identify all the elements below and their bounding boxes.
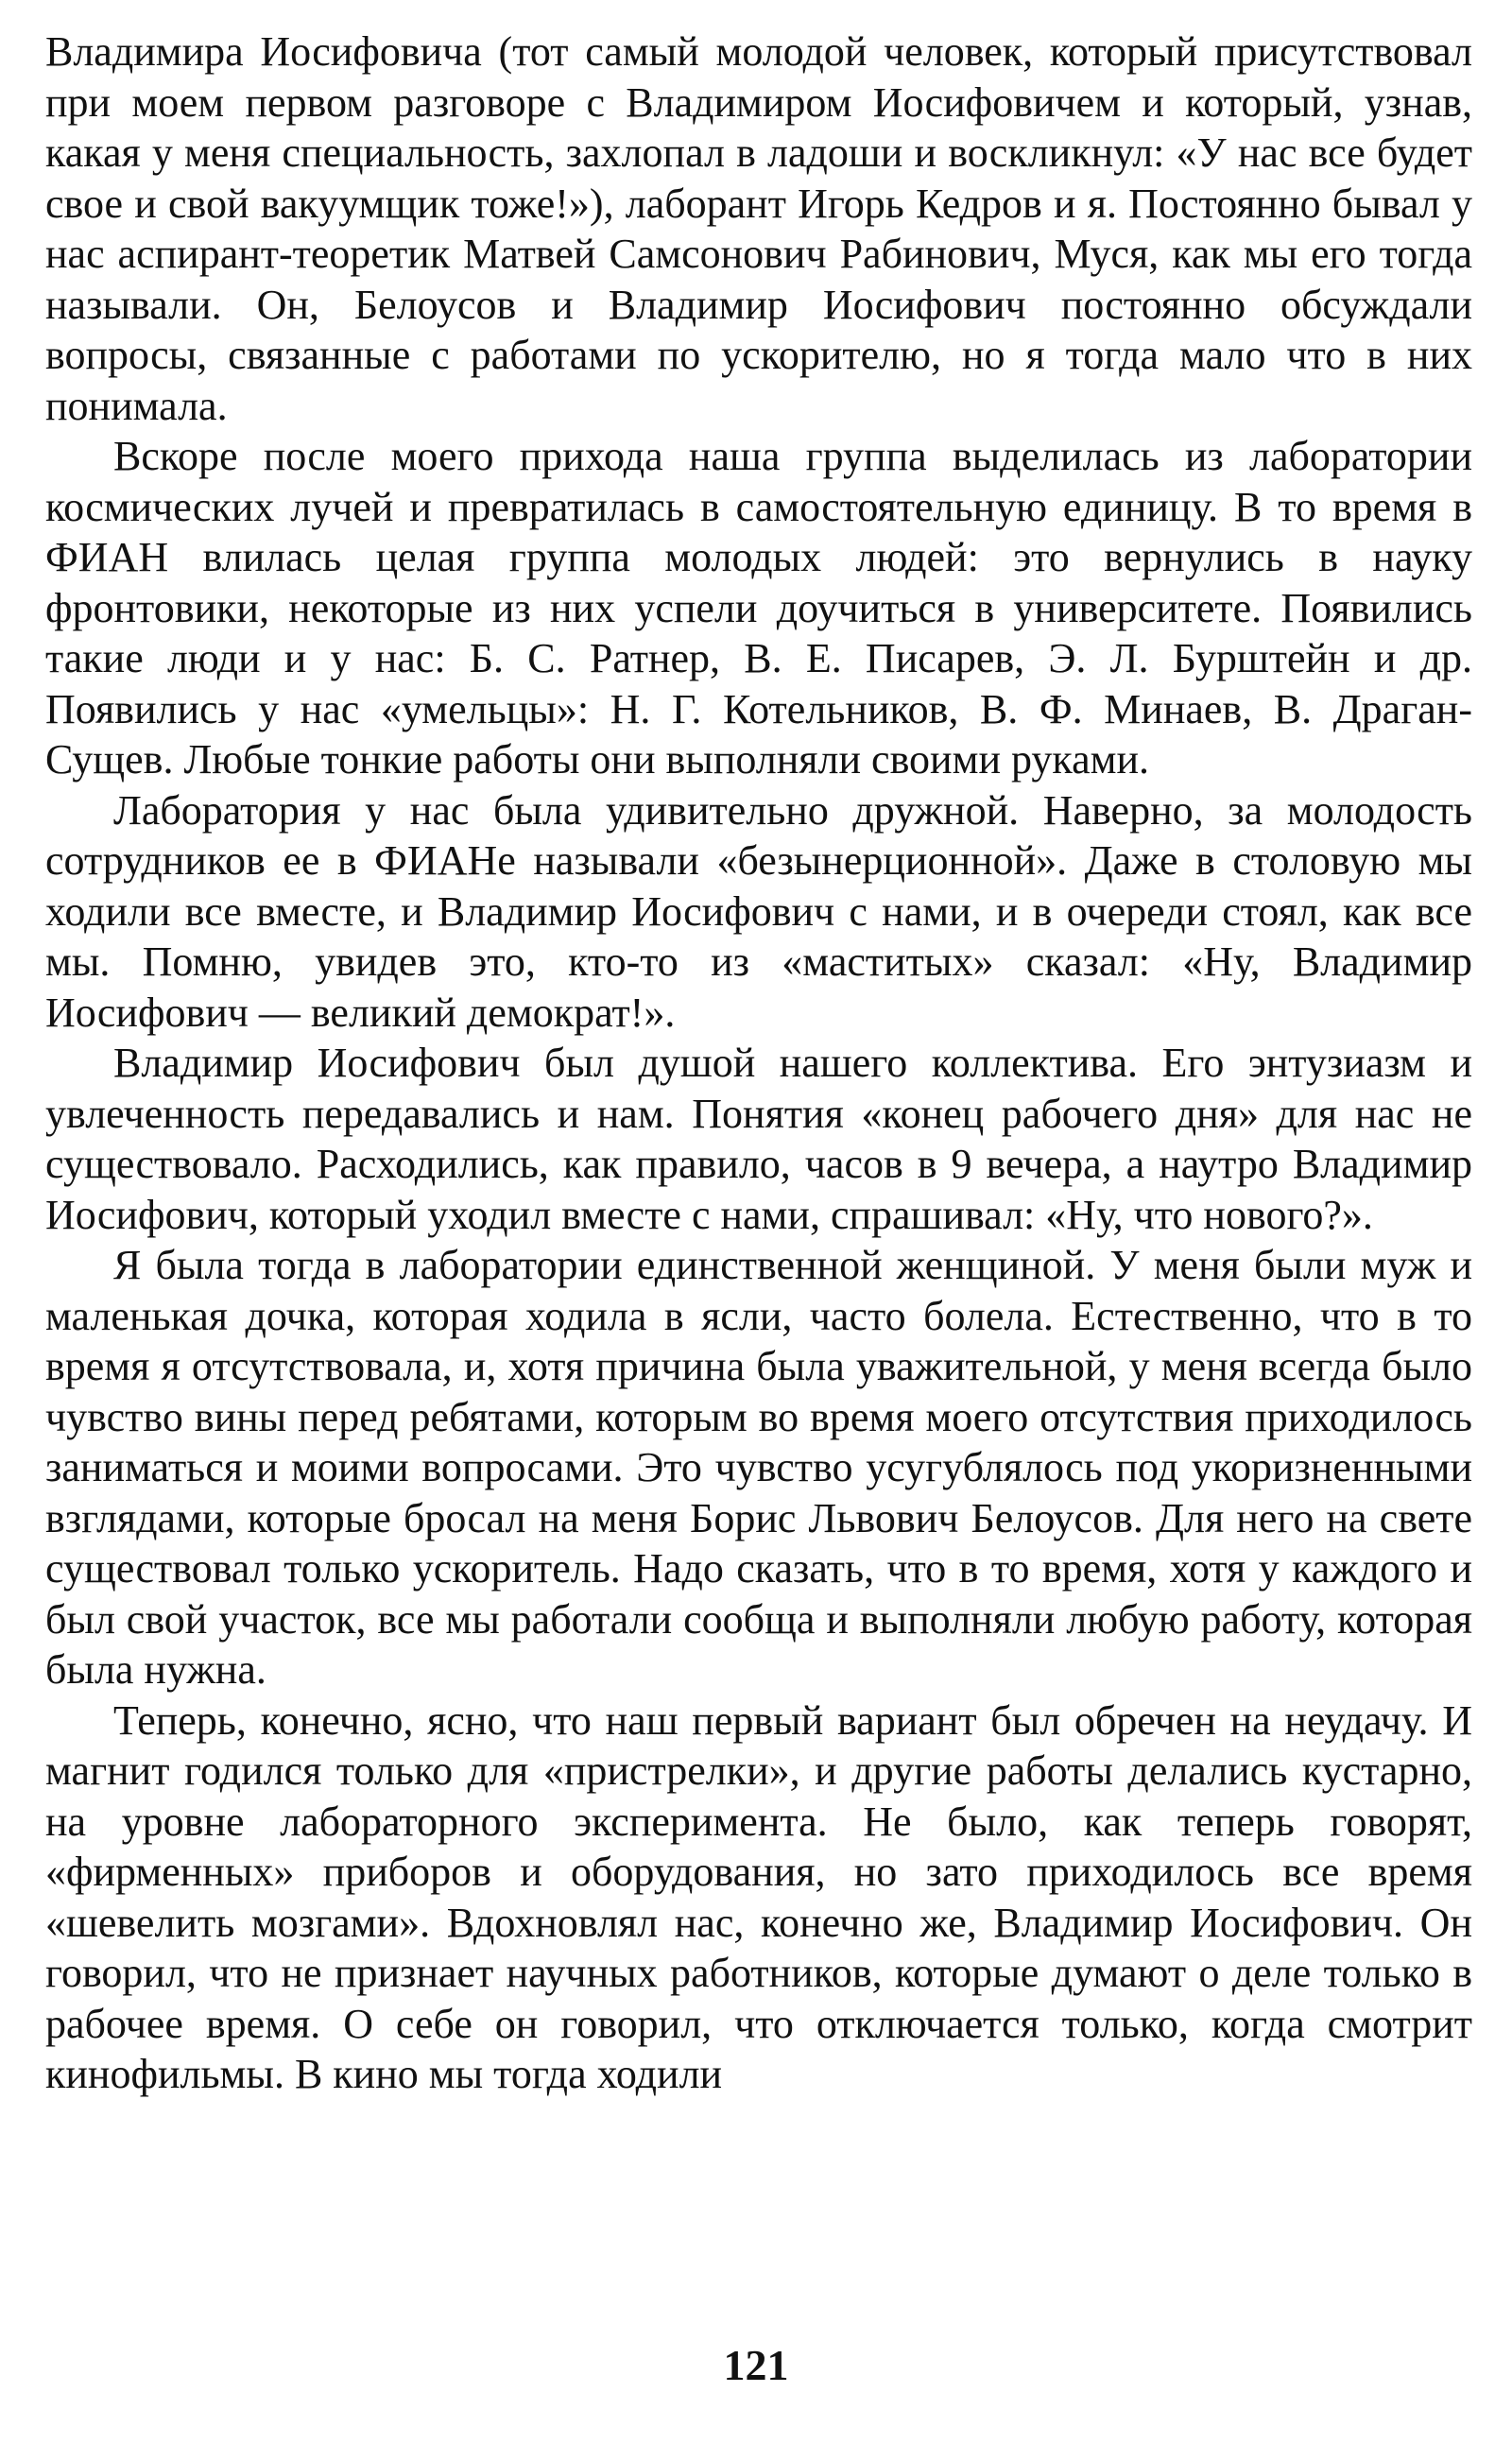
page-number: 121 [723,2341,789,2389]
paragraph-1-continued: Владимира Иосифовича (тот самый молодой человек, который присутствовал при моем первом разговоре с Владимиром Иосифовичем и который, узнав, какая у меня специальность, захлопал в ладоши и воскликнул: «У нас все будет свое и свой вакуумщик тоже!»), лаборант Игорь Кедров и я. Постоянно бывал у нас аспирант-теоретик Матвей Самсонович Рабинович, Муся, как мы его тогда называли. Он, Белоусов и Владимир Иосифович постоянно обсуждали вопросы, связанные с работами по ускорителю, но я тогда мало что в них понимала. [45,28,1472,429]
book-page [45,26,1472,2100]
paragraph-2: Вскоре после моего прихода наша группа выделилась из лаборатории космических лучей и превратилась в самостоятельную единицу. В то время в ФИАН влилась целая группа молодых людей: это вернулись в науку фронтовики, некоторые из них успели доучиться в университете. Появились такие люди и у нас: Б. С. Ратнер, В. Е. Писарев, Э. Л. Бурштейн и др. Появились у нас «умельцы»: Н. Г. Котельников, В. Ф. Минаев, В. Драган-Сущев. Любые тонкие работы они выполняли своими руками. [45,433,1472,783]
paragraph-4: Владимир Иосифович был душой нашего коллектива. Его энтузиазм и увлеченность передавались и нам. Понятия «конец рабочего дня» для нас не существовало. Расходились, как правило, часов в 9 вечера, а наутро Владимир Иосифович, который уходил вместе с нами, спрашивал: «Ну, что нового?». [45,1040,1472,1238]
paragraph-3: Лаборатория у нас была удивительно дружной. Наверно, за молодость сотрудников ее в ФИАНе называли «безынерционной». Даже в столовую мы ходили все вместе, и Владимир Иосифович с нами, и в очереди стоял, как все мы. Помню, увидев это, кто-то из «маститых» сказал: «Ну, Владимир Иосифович — великий демократ!». [45,786,1472,1036]
paragraph-6: Теперь, конечно, ясно, что наш первый вариант был обречен на неудачу. И магнит годился только для «пристрелки», и другие работы делались кустарно, на уровне лабораторного эксперимента. Не было, как теперь говорят, «фирменных» приборов и оборудования, но зато приходилось все время «шевелить мозгами». Вдохновлял нас, конечно же, Владимир Иосифович. Он говорил, что не признает научных работников, которые думают о деле только в рабочее время. О себе он говорил, что отключается только, когда смотрит кинофильмы. В кино мы тогда ходили [45,1696,1472,2097]
paragraph-5: Я была тогда в лаборатории единственной женщиной. У меня были муж и маленькая дочка, которая ходила в ясли, часто болела. Естественно, что в то время я отсутствовала, и, хотя причина была уважительной, у меня всегда было чувство вины перед ребятами, которым во время моего отсутствия приходилось заниматься и моими вопросами. Это чувство усугублялось под укоризненными взглядами, которые бросал на меня Борис Львович Белоусов. Для него на свете существовал только ускоритель. Надо сказать, что в то время, хотя у каждого и был свой участок, все мы работали сообща и выполняли любую работу, которая была нужна. [45,1242,1472,1693]
